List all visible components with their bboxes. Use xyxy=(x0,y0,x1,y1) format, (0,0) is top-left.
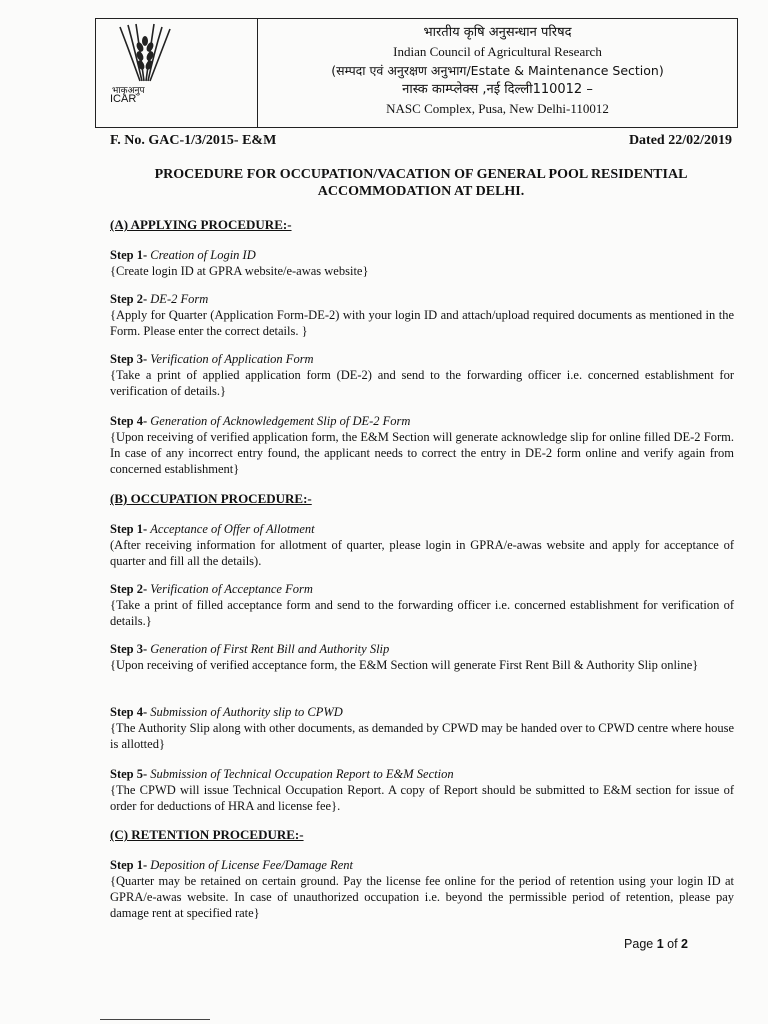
step-label: Step 1- xyxy=(110,248,148,262)
organization-info xyxy=(258,19,737,131)
step-description: {Take a print of filled acceptance form and send to the forwarding officer i.e. concerned establishment for verification of details.} xyxy=(110,598,734,628)
logo-hindi-text: भाकृअनुप xyxy=(112,86,145,96)
footer-rule xyxy=(100,1019,210,1020)
section-heading-occupation: (B) OCCUPATION PROCEDURE:- xyxy=(110,491,312,506)
org-name-english: Indian Council of Agricultural Research xyxy=(393,44,602,59)
occupation-step-3 xyxy=(110,641,734,673)
step-description: {Upon receiving of verified application form, the E&M Section will generate acknowledge slip for online filled DE-2 Form. In case of any incorrect entry found, the applicant needs to correct the entry in DE-2 form online and verify again from concerned establishment} xyxy=(110,430,734,476)
page-number xyxy=(624,937,688,951)
step-description: {Upon receiving of verified acceptance form, the E&M Section will generate First Rent Bill & Authority Slip online} xyxy=(110,658,699,672)
title-line-1: PROCEDURE FOR OCCUPATION/VACATION OF GENERAL POOL RESIDENTIAL xyxy=(154,167,688,182)
occupation-step-1 xyxy=(110,521,734,569)
step-title: DE-2 Form xyxy=(150,292,209,306)
step-title: Creation of Login ID xyxy=(150,248,256,262)
step-description: {The Authority Slip along with other documents, as demanded by CPWD may be handed over to CPWD centre where house is allotted} xyxy=(110,721,734,751)
applying-step-3 xyxy=(110,351,734,399)
step-title: Generation of Acknowledgement Slip of DE-2 Form xyxy=(150,414,411,428)
occupation-step-2 xyxy=(110,581,734,629)
step-title: Verification of Application Form xyxy=(150,352,314,366)
step-description: {The CPWD will issue Technical Occupation Report. A copy of Report should be submitted to E&M section for issue of order for deductions of HRA and license fee}. xyxy=(110,783,734,813)
document-date: Dated 22/02/2019 xyxy=(628,133,732,148)
page-prefix: Page xyxy=(624,937,657,951)
wheat-emblem-icon xyxy=(110,23,180,85)
org-name-hindi: भारतीय कृषि अनुसन्धान परिषद xyxy=(423,25,572,40)
step-description: {Apply for Quarter (Application Form-DE-2) with your login ID and attach/upload required documents as mentioned in the Form. Please enter the correct details. } xyxy=(110,308,734,338)
document-title xyxy=(110,166,732,200)
step-label: Step 5- xyxy=(110,767,148,781)
address-hindi: नास्क काम्प्लेक्स ,नई दिल्ली110012 – xyxy=(402,82,593,97)
step-label: Step 3- xyxy=(110,352,148,366)
icar-logo xyxy=(96,19,258,127)
page-current: 1 xyxy=(656,937,664,951)
step-label: Step 3- xyxy=(110,642,148,656)
section-name: (सम्पदा एवं अनुरक्षण अनुभाग/Estate & Maintenance Section) xyxy=(331,63,664,78)
step-label: Step 1- xyxy=(110,522,148,536)
step-title: Acceptance of Offer of Allotment xyxy=(150,522,315,536)
step-label: Step 2- xyxy=(110,292,148,306)
step-title: Generation of First Rent Bill and Authority Slip xyxy=(150,642,390,656)
step-description: {Create login ID at GPRA website/e-awas website} xyxy=(110,264,369,278)
page-total: 2 xyxy=(681,937,688,951)
step-description: (After receiving information for allotment of quarter, please login in GPRA/e-awas website and apply for acceptance of quarter and fill all the details). xyxy=(110,538,734,568)
title-line-2: ACCOMMODATION AT DELHI. xyxy=(317,184,525,199)
letterhead xyxy=(95,18,738,128)
step-description: {Quarter may be retained on certain ground. Pay the license fee online for the period of retention using your login ID at GPRA/e-awas website. In case of unauthorized occupation i.e. beyond the permissible period of retention, please pay damage rent at specified rate} xyxy=(110,874,734,920)
retention-step-1 xyxy=(110,857,734,921)
applying-step-2 xyxy=(110,291,734,339)
page-of: of xyxy=(663,937,682,951)
occupation-step-4 xyxy=(110,704,734,752)
occupation-step-5 xyxy=(110,766,734,814)
step-description: {Take a print of applied application form (DE-2) and send to the forwarding officer i.e. concerned establishment for verification of details.} xyxy=(110,368,734,398)
address-english: NASC Complex, Pusa, New Delhi-110012 xyxy=(386,101,609,116)
step-title: Verification of Acceptance Form xyxy=(150,582,313,596)
step-label: Step 1- xyxy=(110,858,148,872)
step-title: Submission of Authority slip to CPWD xyxy=(150,705,343,719)
logo-text: ICAR xyxy=(110,93,137,105)
file-number: F. No. GAC-1/3/2015- E&M xyxy=(110,133,277,148)
step-title: Deposition of License Fee/Damage Rent xyxy=(150,858,354,872)
section-heading-retention: (C) RETENTION PROCEDURE:- xyxy=(110,827,304,842)
applying-step-4 xyxy=(110,413,734,477)
step-label: Step 4- xyxy=(110,414,148,428)
step-label: Step 4- xyxy=(110,705,148,719)
applying-step-1 xyxy=(110,247,734,279)
step-title: Submission of Technical Occupation Report to E&M Section xyxy=(150,767,454,781)
step-label: Step 2- xyxy=(110,582,148,596)
section-heading-applying: (A) APPLYING PROCEDURE:- xyxy=(110,217,292,232)
